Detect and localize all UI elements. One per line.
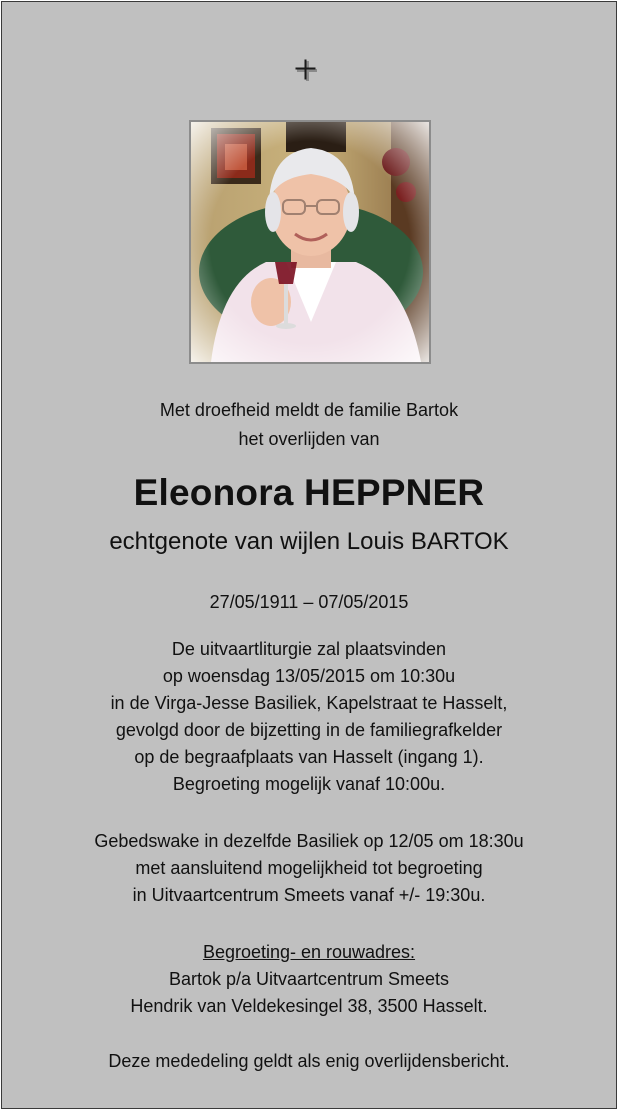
spouse-line: echtgenote van wijlen Louis BARTOK bbox=[109, 528, 509, 555]
wake-line: Gebedswake in dezelfde Basiliek op 12/05 om 18:30u bbox=[94, 831, 524, 851]
liturgy-line: Begroeting mogelijk vanaf 10:00u. bbox=[172, 774, 446, 794]
intro-line: het overlijden van bbox=[238, 429, 380, 449]
liturgy-line: op de begraafplaats van Hasselt (ingang 1). bbox=[134, 747, 484, 767]
intro-line: Met droefheid meldt de familie Bartok bbox=[159, 400, 459, 420]
cross-icon bbox=[294, 58, 320, 84]
address-line: Bartok p/a Uitvaartcentrum Smeets bbox=[168, 969, 450, 989]
liturgy-line: gevolgd door de bijzetting in de familiegrafkelder bbox=[115, 720, 503, 740]
liturgy-line: De uitvaartliturgie zal plaatsvinden bbox=[171, 639, 447, 659]
obituary-card bbox=[1, 1, 617, 1109]
portrait-photo bbox=[189, 120, 431, 364]
closing-note: Deze mededeling geldt als enig overlijdensbericht. bbox=[108, 1051, 510, 1071]
wake-line: in Uitvaartcentrum Smeets vanaf +/- 19:30u. bbox=[132, 885, 486, 905]
liturgy-line: in de Virga-Jesse Basiliek, Kapelstraat te Hasselt, bbox=[110, 693, 508, 713]
deceased-name: Eleonora HEPPNER bbox=[133, 472, 485, 513]
address-heading: Begroeting- en rouwadres: bbox=[202, 942, 416, 962]
wake-line: met aansluitend mogelijkheid tot begroeting bbox=[135, 858, 483, 878]
address-line: Hendrik van Veldekesingel 38, 3500 Hasselt. bbox=[130, 996, 488, 1016]
liturgy-line: op woensdag 13/05/2015 om 10:30u bbox=[162, 666, 456, 686]
life-dates: 27/05/1911 – 07/05/2015 bbox=[209, 592, 409, 612]
